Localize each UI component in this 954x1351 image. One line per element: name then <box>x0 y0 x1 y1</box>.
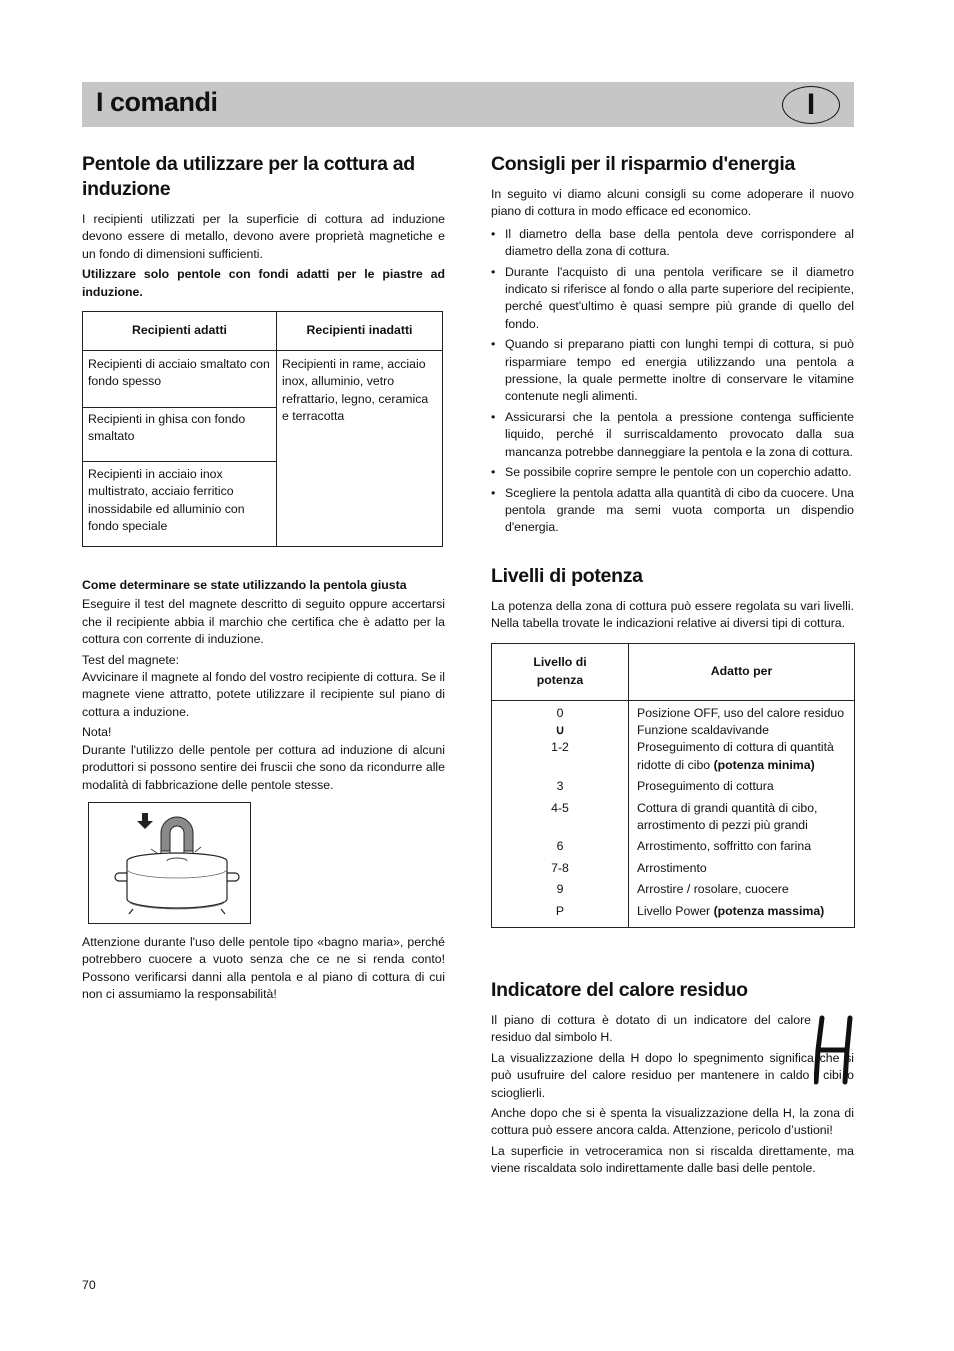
table-row: P Livello Power (potenza massima) <box>492 903 855 928</box>
residual-heat-p3: Anche dopo che si è spenta la visualizzazione della H, la zona di cottura può essere ancora calda. Attenzione, pericolo d’ustioni! <box>491 1106 854 1138</box>
residual-heat-h-icon <box>814 1014 854 1086</box>
table-row: 6 Arrostimento, soffritto con farina <box>492 838 855 859</box>
power-levels-heading: Livelli di potenza <box>491 564 643 587</box>
magnet-test-label: Test del magnete: <box>82 652 180 667</box>
cookware-bold-note: Utilizzare solo pentole con fondi adatti per le piastre ad induzione. <box>82 267 445 299</box>
residual-heat-p1: Il piano di cottura è dotato di un indicatore del calore residuo dal simbolo H. <box>491 1013 811 1045</box>
table-cell-suitable: Recipienti in acciaio inox multistrato, acciaio ferritico inossidabile ed alluminio con fondo speciale <box>83 462 277 547</box>
list-item: • Durante l'acquisto di una pentola verificare se il diametro indicato si riferisce al fondo o alla parte superiore del recipiente, perché quest'ultimo è quasi sempre più grande di quello del fondo. <box>491 264 854 331</box>
list-item: • Se possibile coprire sempre le pentole con un coperchio adatto. <box>491 465 852 480</box>
table-cell-suitable: Recipienti in ghisa con fondo smaltato <box>83 408 277 462</box>
left-column <box>82 152 445 1007</box>
list-item: • Quando si preparano piatti con lunghi tempi di cottura, si può risparmiare tempo ed energia utilizzando una pentola a pressione, la quale permette inoltre di conservare le vitamine contenute negli alimenti. <box>491 337 854 404</box>
right-column <box>491 152 854 1181</box>
table-cell-unsuitable: Recipienti in rame, acciaio inox, alluminio, vetro refrattario, legno, ceramica e terracotta <box>277 351 443 547</box>
language-badge: I <box>782 86 840 124</box>
magnet-test-text: Avvicinare il magnete al fondo del vostro recipiente di cottura. Se il magnete viene attratto, potete utilizzare il recipiente sul piano di cottura a induzione. <box>82 670 445 719</box>
list-item: • Il diametro della base della pentola deve corrispondere al diametro della zona di cottura. <box>491 226 854 259</box>
residual-heat-p4: La superficie in vetroceramica non si riscalda direttamente, ma viene riscaldata solo indirettamente dalle basi delle pentole. <box>491 1143 854 1176</box>
note-label: Nota! <box>82 725 112 740</box>
page-title: I comandi <box>96 87 218 117</box>
energy-heading: Consigli per il risparmio d'energia <box>491 153 796 175</box>
magnet-pot-illustration <box>88 802 251 924</box>
table-row: 3 Proseguimento di cottura <box>492 778 855 799</box>
table-row: 0 Posizione OFF, uso del calore residuo <box>492 700 855 722</box>
table-header-suitable: Recipienti adatti <box>83 312 277 351</box>
bain-marie-warning: Attenzione durante l'uso delle pentole tipo «bagno maria», perché potrebbero cuocere a vuoto senza che ce ne si renda conto! Possono verificarsi danni alla pentola e al piano di cottura di cui non ci assumiamo la responsabilità! <box>82 934 445 1002</box>
magnet-pot-icon <box>89 803 250 923</box>
pan-test-subheading: Come determinare se state utilizzando la pentola giusta <box>82 578 407 593</box>
table-header-level: Livello di potenza <box>492 643 629 700</box>
residual-heat-section <box>491 978 854 1178</box>
cookware-intro: I recipienti utilizzati per la superficie di cottura ad induzione devono essere di metallo, devono avere proprietà magnetiche e un fondo di dimensioni sufficienti. <box>82 212 445 261</box>
residual-heat-heading: Indicatore del calore residuo <box>491 979 748 1001</box>
page-header <box>82 82 854 127</box>
list-item: • Scegliere la pentola adatta alla quantità di cibo da cuocere. Una pentola grande ma semi vuota comporta un dispendio d'energia. <box>491 485 854 535</box>
energy-intro: In seguito vi diamo alcuni consigli su come adoperare il nuovo piano di cottura in modo efficace ed economico. <box>491 187 854 219</box>
table-row: 7-8 Arrostimento <box>492 860 855 881</box>
table-header-suitable-for: Adatto per <box>629 643 855 700</box>
energy-tips-list <box>491 226 854 537</box>
power-levels-intro: La potenza della zona di cottura può essere regolata su vari livelli. Nella tabella trovate le indicazioni relative ai diversi tipi di cottura. <box>491 598 854 631</box>
pan-test-text: Eseguire il test del magnete descritto di seguito oppure accertarsi che il recipiente abbia il marchio che certifica che è adatto per la cottura con corrente di induzione. <box>82 597 445 647</box>
cookware-table <box>82 311 443 547</box>
table-row: ∪ Funzione scaldavivande <box>492 722 855 739</box>
table-row: 4-5 Cottura di grandi quantità di cibo, arrostimento di pezzi più grandi <box>492 800 855 839</box>
power-levels-table <box>491 643 855 928</box>
list-item: • Assicurarsi che la pentola a pressione contenga sufficiente liquido, perché il surriscaldamento provocato dalla sua mancanza potrebbe danneggiare la pentola e la zona di cottura. <box>491 409 854 459</box>
residual-heat-p2: La visualizzazione della H dopo lo spegnimento significa che si può usufruire del calore residuo per mantenere in caldo i cibi o scioglierli. <box>491 1050 854 1100</box>
cookware-heading: Pentole da utilizzare per la cottura ad induzione <box>82 153 415 200</box>
table-row: 1-2 Proseguimento di cottura di quantità ridotte di cibo (potenza minima) <box>492 739 855 778</box>
table-cell-suitable: Recipienti di acciaio smaltato con fondo spesso <box>83 351 277 408</box>
page-number: 70 <box>82 1278 96 1292</box>
note-text: Durante l'utilizzo delle pentole per cottura ad induzione di alcuni produttori si possono sentire dei fruscii che sono da ricondurre alle modalità di fabbricazione delle pentole stesse. <box>82 742 445 792</box>
table-row: 9 Arrostire / rosolare, cuocere <box>492 881 855 902</box>
table-header-unsuitable: Recipienti inadatti <box>277 312 443 351</box>
